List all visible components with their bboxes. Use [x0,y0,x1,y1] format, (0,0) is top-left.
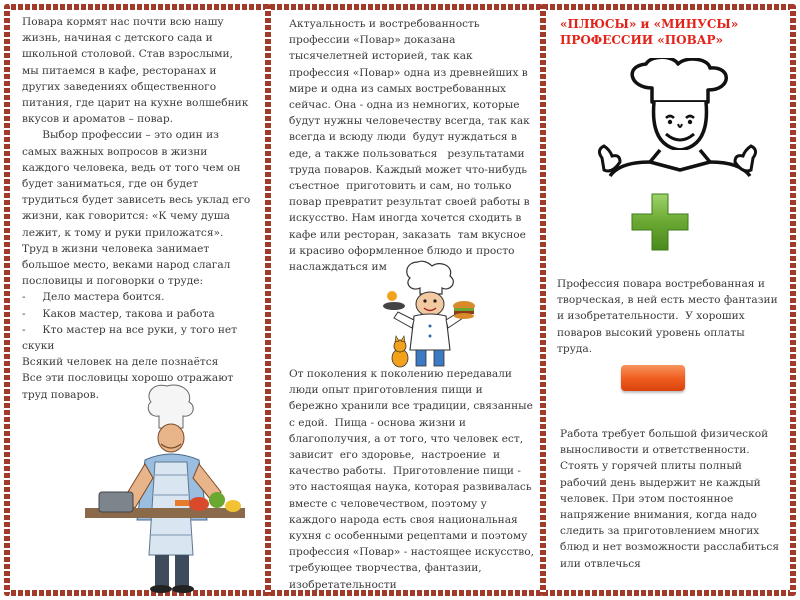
plus-sign-icon [630,192,690,252]
title-line-2: ПРОФЕССИИ «ПОВАР» [560,33,724,47]
minus-sign-icon [621,365,685,391]
chef-cooking-illustration [75,380,250,595]
plus-minus-title [560,16,780,48]
cartoon-chef-illustration [378,258,478,373]
column2-top-text: Актуальность и востребованность профессии «Повар» доказана тысячелетней историей, так как профессия «Повар» одна из древнейших в мире и одна из самых востребованных сейчас. Она - одна из немногих, которые будут нужны человечеству всегда, так как всегда и всюду люди будут нуждаться в еде, а также пользоваться результатами труда поваров. Каждый может что-нибудь съестное приготовить и сам, но только повар превратит результат своей работы в искусство. Нам иногда хочется сходить в кафе или ресторан, заказать там вкусное и красиво оформленное блюдо и просто наслаждаться им [289,18,530,274]
column-divider-2 [540,4,546,596]
plus-text: Профессия повара востребованная и творческая, в ней есть место фантазии и изобретательности. У хороших поваров высокий уровень оплаты труда. [557,278,778,355]
left-border [4,4,10,596]
chef-head-icon [590,58,765,178]
right-border [790,4,796,596]
column1-text: Повара кормят нас почти всю нашу жизнь, начиная с детского сада и школьной столовой. Став взрослыми, мы питаемся в кафе, ресторанах и других заведениях общественного питания, где царит на кухне волшебник вкусов и ароматов – повар. Выбор профессии – это один из самых важных вопросов в жизни каждого человека, ведь от того чем он будет заниматься, где он будет трудиться будет зависеть весь уклад его жизни, как говорится: «К чему душа лежит, к тому и руки приложатся». Труд в жизни человека занимает большое место, веками народ слагал пословицы и поговорки о труде: - Дело мастера боится. - Каков мастер, такова и работа - Кто мастер на все руки, у того нет скуки Всякий человек на деле познаётся Все эти пословицы хорошо отражают труд поваров. [22,16,251,401]
top-border [4,4,796,10]
column-divider-1 [265,4,271,596]
column2-bottom-text: От поколения к поколению передавали люди опыт приготовления пищи и бережно хранили все традиции, связанные с едой. Пища - основа жизни и благополучия, а от того, что человек ест, зависит его здоровье, настроение и качество работы. Приготовление пищи - это настоящая наука, которая развивалась вместе с человечеством, поэтому у каждого народа есть своя национальная кухня с особенными рецептами и поэтому профессия «Повар» - настоящее искусство, требующее творчества, фантазии, изобретательности [289,368,534,591]
minus-text: Работа требует большой физической выносливости и ответственности. Стоять у горячей плиты полный рабочий день выдержит не каждый человек. При этом постоянное напряжение внимания, когда надо следить за приготовлением многих блюд и нет возможности расслабиться или отвлечься [560,428,780,570]
title-line-1: «ПЛЮСЫ» и «МИНУСЫ» [560,17,739,31]
